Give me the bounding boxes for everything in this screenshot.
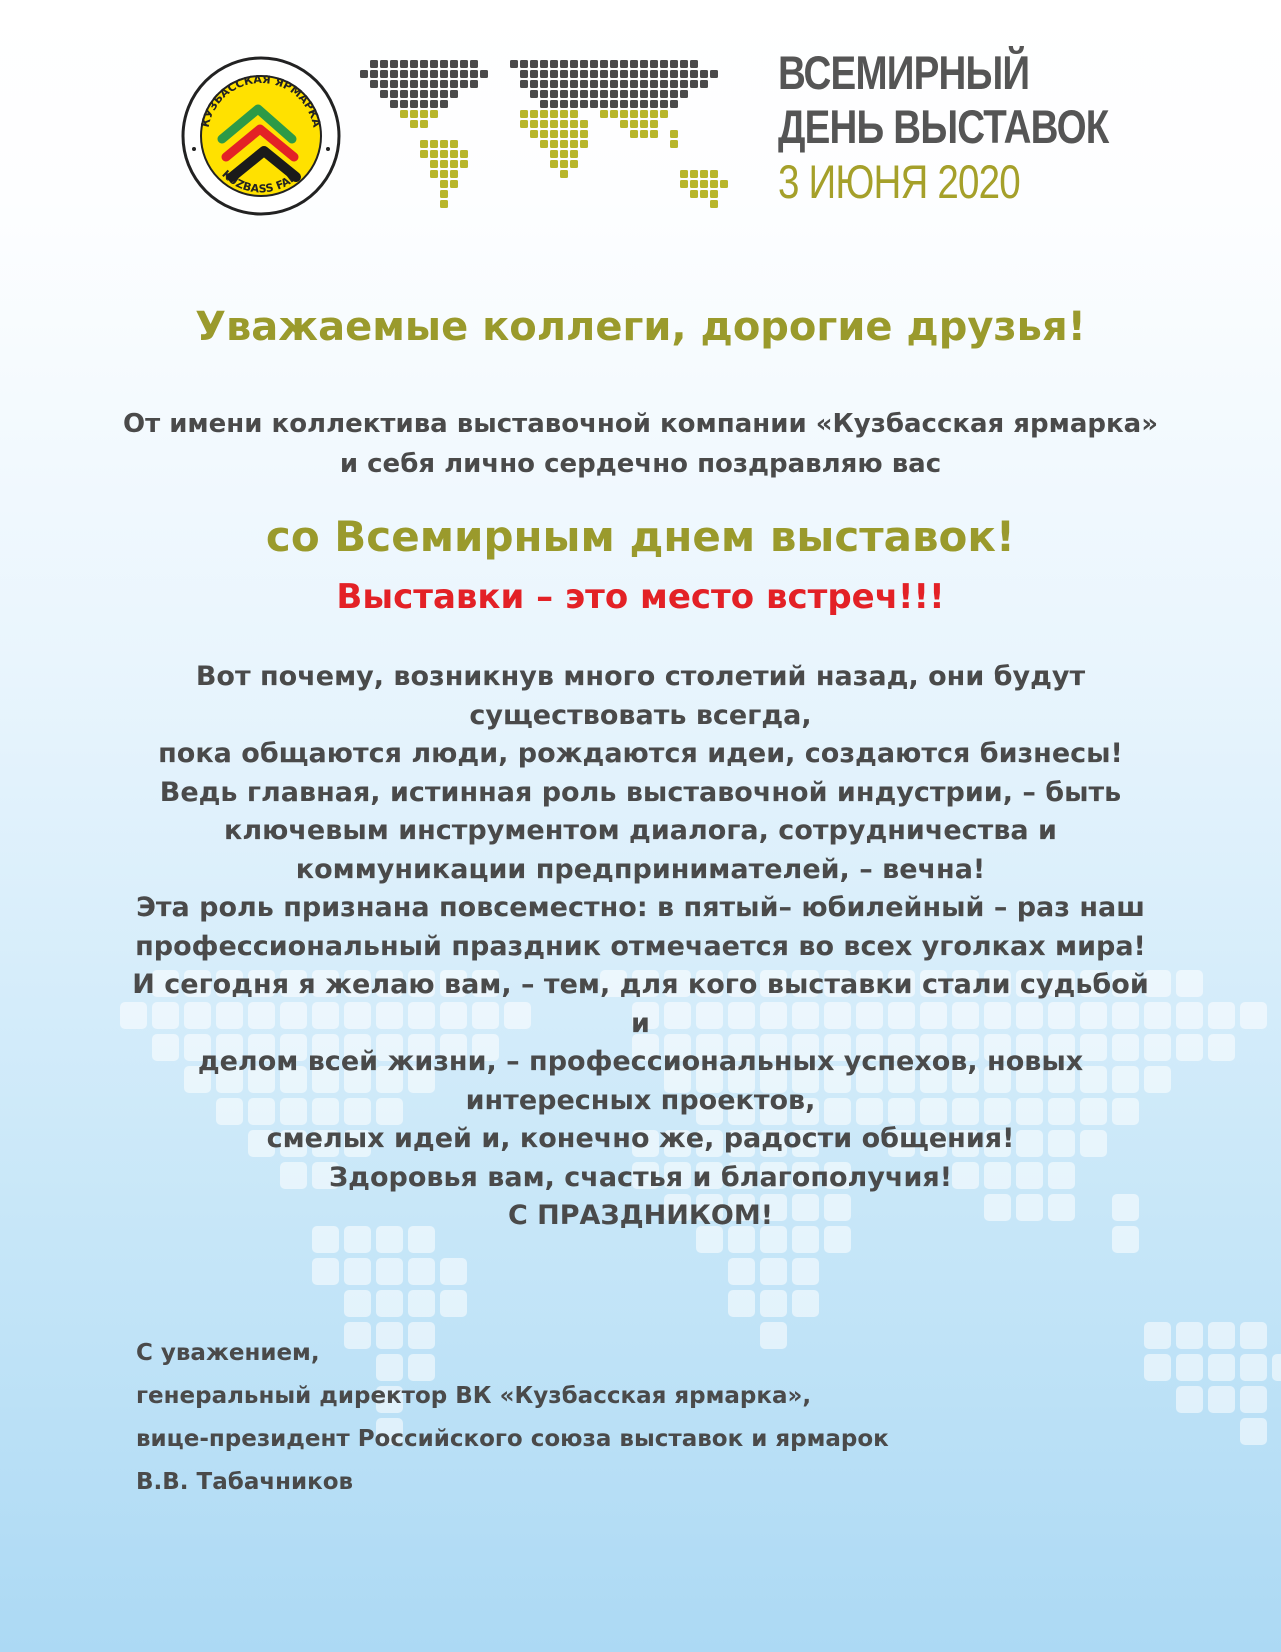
signature-block	[136, 1332, 889, 1504]
header-world-map	[360, 50, 740, 230]
logo-text-top: КУЗБАССКАЯ ЯРМАРКА	[198, 72, 324, 129]
body-line: Эта роль признана повсеместно: в пятый– юбилейный – раз наш	[136, 892, 1145, 923]
congrats-heading: со Всемирным днем выставок!	[265, 512, 1016, 561]
slogan: Выставки – это место встреч!!!	[336, 577, 945, 617]
body-line: смелых идей и, конечно же, радости общения!	[266, 1123, 1015, 1154]
kuzbass-fair-logo	[180, 55, 342, 217]
body-line: И сегодня я желаю вам, – тем, для кого выставки стали судьбой и	[132, 969, 1149, 1039]
signature-line: В.В. Табачников	[136, 1469, 354, 1495]
body-line: пока общаются люди, рождаются идеи, создаются бизнесы!	[158, 738, 1123, 769]
body-line: Здоровья вам, счастья и благополучия!	[328, 1161, 953, 1193]
body-line: профессиональный праздник отмечается во всех уголках мира!	[135, 930, 1146, 962]
intro-paragraph	[0, 404, 1281, 484]
body-line: интересных проектов,	[465, 1084, 816, 1116]
signature-line: вице-президент Российского союза выставок и ярмарок	[136, 1426, 889, 1452]
body-line: ключевым инструментом диалога, сотрудничества и	[224, 815, 1057, 846]
body-line: Ведь главная, истинная роль выставочной индустрии, – быть	[159, 776, 1122, 808]
body-line: делом всей жизни, – профессиональных успехов, новых	[197, 1046, 1084, 1077]
signature-line: С уважением,	[136, 1340, 320, 1366]
signature-line: генеральный директор ВК «Кузбасская ярмарка»,	[136, 1383, 812, 1409]
body-line: Вот почему, возникнув много столетий назад, они будут	[195, 661, 1086, 692]
logo-text-bottom: KUZBASS FAIR	[219, 167, 303, 196]
body-line: коммуникации предпринимателей, – вечна!	[295, 853, 986, 885]
body-paragraph	[130, 658, 1151, 1236]
event-title-line1: ВСЕМИРНЫЙ	[778, 46, 1030, 99]
body-line: существовать всегда,	[469, 699, 812, 731]
event-date: 3 ИЮНЯ 2020	[778, 155, 1020, 208]
intro-line: От имени коллектива выставочной компании «Кузбасская ярмарка»	[122, 409, 1158, 439]
intro-line: и себя лично сердечно поздравляю вас	[339, 449, 942, 479]
event-title-line2: ДЕНЬ ВЫСТАВОК	[778, 100, 1109, 153]
greeting-heading: Уважаемые коллеги, дорогие друзья!	[195, 304, 1086, 350]
event-title	[778, 46, 1181, 210]
body-line: С ПРАЗДНИКОМ!	[507, 1200, 774, 1231]
